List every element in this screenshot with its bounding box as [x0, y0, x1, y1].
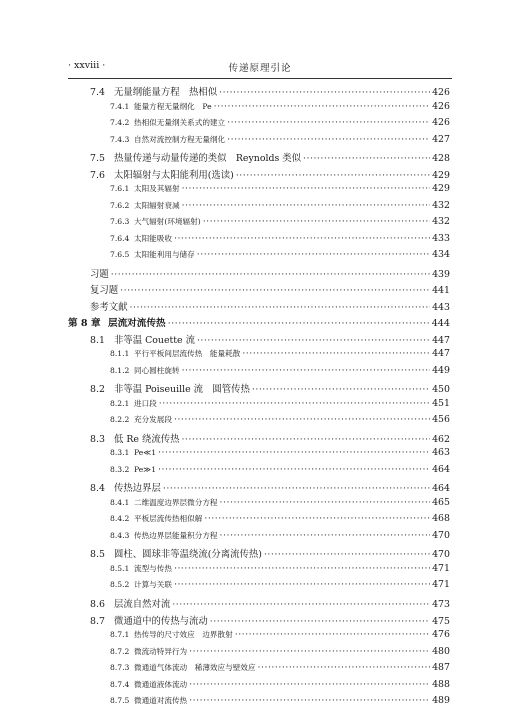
dot-leader	[264, 549, 430, 560]
toc-entry[interactable]	[68, 431, 450, 448]
toc-entry-title: 热量传递与动量传递的类似 Reynolds 类似	[114, 153, 302, 165]
dot-leader	[220, 530, 431, 541]
toc-entry-number: 8.6	[90, 598, 105, 610]
dot-leader	[182, 200, 431, 211]
toc-entry-number: 8.7	[90, 615, 105, 627]
toc-entry[interactable]	[68, 315, 450, 332]
dot-leader	[182, 183, 431, 194]
toc-entry-number: 8.1.1	[110, 349, 130, 359]
dot-leader	[236, 170, 430, 181]
toc-entry-title: 习题	[90, 268, 109, 280]
toc-entry-number: 7.4.1	[110, 101, 130, 111]
toc-entry-number: 8.1	[90, 334, 105, 346]
toc-entry-number: 7.4.3	[110, 134, 130, 144]
dot-leader	[227, 134, 430, 145]
toc-entry-number: 8.7.1	[110, 630, 130, 640]
dot-leader	[174, 414, 430, 425]
dot-leader	[172, 599, 430, 610]
toc-entry-title: 传热边界层能量积分方程	[134, 530, 218, 540]
toc-entry-title: 计算与关联	[134, 580, 172, 590]
toc-entry[interactable]	[68, 613, 450, 630]
dot-leader	[189, 646, 430, 657]
toc-entry[interactable]	[68, 381, 450, 398]
toc-entry[interactable]	[68, 464, 450, 481]
toc-entry-number: 8.2.1	[110, 398, 130, 408]
toc-entry-title: 复习题	[90, 285, 119, 297]
toc-entry-page: 464	[432, 463, 450, 475]
toc-entry[interactable]	[68, 480, 450, 497]
toc-entry-title: 热传导的尺寸效应 边界散射	[134, 630, 233, 640]
toc-entry-page: 471	[432, 562, 450, 574]
toc-entry-page: 443	[432, 301, 450, 313]
toc-entry-page: 463	[432, 447, 450, 459]
dot-leader	[163, 483, 430, 494]
toc-entry-page: 487	[432, 662, 450, 674]
dot-leader	[303, 153, 430, 164]
toc-entry[interactable]	[68, 299, 450, 316]
toc-entry-number: 8.1.2	[110, 365, 130, 375]
toc-entry[interactable]	[68, 679, 450, 696]
toc-entry-number: 8.4.1	[110, 497, 130, 507]
dot-leader	[181, 434, 430, 445]
toc-entry-title: 微通道气体流动 稀薄效应与壁效应	[134, 663, 256, 673]
toc-entry[interactable]	[68, 233, 450, 250]
toc-entry-page: 429	[432, 169, 450, 181]
toc-entry-page: 480	[432, 645, 450, 657]
toc-entry-title: 圆柱、圆球非等温绕流(分离流传热)	[114, 549, 262, 561]
dot-leader	[203, 216, 430, 227]
running-header	[68, 60, 452, 74]
toc-entry-title: 非等温 Poiseuille 流 圆管传热	[114, 384, 250, 396]
toc-entry[interactable]	[68, 695, 450, 712]
toc-entry-page: 450	[432, 384, 450, 396]
toc-entry-page: 475	[432, 615, 450, 627]
toc-entry-page: 426	[432, 100, 450, 112]
toc-entry[interactable]	[68, 134, 450, 151]
toc-entry[interactable]	[68, 646, 450, 663]
toc-entry-title: 自然对流控制方程无量纲化	[134, 134, 226, 144]
toc-entry[interactable]	[68, 84, 450, 101]
toc-entry-title: 进口段	[134, 398, 157, 408]
toc-entry-number: 8.7.3	[110, 663, 130, 673]
toc-entry[interactable]	[68, 348, 450, 365]
toc-entry-number: 7.6.4	[110, 233, 130, 243]
toc-entry-title: Pe≪1	[134, 448, 157, 458]
header-page-number: · xxviii ·	[68, 60, 106, 71]
toc-entry[interactable]	[68, 101, 450, 118]
toc-entry[interactable]	[68, 629, 450, 646]
toc-entry-number: 7.6.3	[110, 217, 130, 227]
toc-entry-title: 微通道对流传热	[134, 696, 188, 706]
toc-entry[interactable]	[68, 249, 450, 266]
toc-entry-title: 平行平板间层流传热 能量耗散	[134, 349, 241, 359]
toc-entry-page: 426	[432, 87, 450, 98]
toc-entry-number: 7.4	[90, 87, 105, 98]
dot-leader	[189, 695, 430, 706]
toc-entry-title: 大气辐射(环境辐射)	[134, 217, 201, 227]
toc-entry-title: 太阳辐射与太阳能利用(选读)	[114, 169, 234, 181]
toc-entry[interactable]	[68, 150, 450, 167]
toc-entry-page: 444	[431, 318, 450, 330]
dot-leader	[159, 398, 430, 409]
toc-entry-number: 8.3.1	[110, 448, 130, 458]
dot-leader	[174, 563, 430, 574]
toc-entry-page: 447	[432, 348, 450, 360]
toc-entry[interactable]	[68, 117, 450, 134]
toc-entry-page: 432	[432, 216, 450, 228]
toc-entry-title: 参考文献	[90, 301, 128, 313]
toc-entry-page: 441	[432, 285, 450, 297]
toc-entry[interactable]	[68, 266, 450, 283]
dot-leader	[235, 629, 430, 640]
toc-entry-number: 8.7.4	[110, 679, 130, 689]
toc-entry-page: 433	[432, 232, 450, 244]
toc-entry-number: 8.7.5	[110, 696, 130, 706]
toc-entry-title: 太阳及其辐射	[134, 184, 180, 194]
toc-entry-page: 434	[432, 249, 450, 261]
toc-entry-number: 7.6.5	[110, 250, 130, 260]
toc-entry-number: 8.4.3	[110, 530, 130, 540]
toc-entry-page: 488	[432, 678, 450, 690]
toc-entry-title: 低 Re 绕流传热	[114, 433, 180, 445]
table-of-contents	[68, 84, 450, 712]
toc-entry[interactable]	[68, 167, 450, 184]
toc-entry-page: 447	[432, 334, 450, 346]
toc-entry-number: 8.2.2	[110, 415, 130, 425]
dot-leader	[197, 335, 430, 346]
dot-leader	[258, 662, 431, 673]
toc-entry-number: 7.6	[90, 169, 105, 181]
toc-entry-number: 第 8 章	[68, 318, 101, 330]
toc-entry[interactable]	[68, 530, 450, 547]
toc-entry-title: 热相似无量纲关系式的建立	[134, 118, 226, 128]
toc-entry-page: 449	[432, 364, 450, 376]
toc-entry[interactable]	[68, 332, 450, 349]
toc-entry[interactable]	[68, 513, 450, 530]
toc-entry-title: 太阳能吸收	[134, 233, 172, 243]
toc-entry-number: 7.6.2	[110, 200, 130, 210]
toc-entry-page: 470	[432, 549, 450, 561]
toc-entry[interactable]	[68, 447, 450, 464]
toc-entry[interactable]	[68, 183, 450, 200]
toc-entry-page: 426	[432, 117, 450, 129]
dot-leader	[242, 348, 430, 359]
toc-entry-title: 无量纲能量方程 热相似	[114, 87, 218, 98]
toc-entry-page: 471	[432, 579, 450, 591]
dot-leader	[111, 269, 430, 280]
toc-entry-page: 470	[432, 529, 450, 541]
dot-leader	[174, 233, 430, 244]
toc-entry[interactable]	[68, 596, 450, 613]
toc-entry[interactable]	[68, 497, 450, 514]
toc-entry-number: 8.4.2	[110, 514, 130, 524]
toc-entry-number: 7.4.2	[110, 118, 130, 128]
dot-leader	[189, 679, 430, 690]
toc-entry-title: 太阳辐射衰减	[134, 200, 180, 210]
dot-leader	[204, 513, 430, 524]
toc-entry-title: 微通道液体流动	[134, 679, 188, 689]
dot-leader	[158, 447, 430, 458]
toc-entry-page: 429	[432, 183, 450, 195]
header-title: 传递原理引论	[228, 63, 292, 74]
toc-entry-page: 462	[432, 433, 450, 445]
toc-entry-title: 平板层流传热相似解	[134, 514, 203, 524]
toc-entry-number: 8.7.2	[110, 646, 130, 656]
toc-entry-page: 451	[432, 397, 450, 409]
toc-entry-number: 8.5.1	[110, 563, 130, 573]
dot-leader	[252, 384, 430, 395]
dot-leader	[219, 87, 430, 98]
toc-entry-page: 464	[432, 483, 450, 495]
toc-entry-page: 489	[432, 695, 450, 707]
toc-entry-number: 7.5	[90, 153, 105, 165]
dot-leader	[168, 318, 430, 329]
toc-entry-title: 能量方程无量纲化 Pe	[134, 101, 212, 111]
toc-entry-page: 468	[432, 513, 450, 525]
toc-entry-page: 476	[432, 629, 450, 641]
toc-entry[interactable]	[68, 365, 450, 382]
dot-leader	[182, 365, 431, 376]
toc-entry-title: 同心圆柱旋转	[134, 365, 180, 375]
toc-entry[interactable]	[68, 216, 450, 233]
toc-entry-page: 427	[432, 133, 450, 145]
toc-entry-title: 流型与传热	[134, 563, 172, 573]
dot-leader	[174, 579, 430, 590]
toc-entry-number: 8.3	[90, 433, 105, 445]
toc-entry-title: 层流对流传热	[108, 318, 166, 330]
toc-entry[interactable]	[68, 662, 450, 679]
toc-entry-number: 8.2	[90, 384, 105, 396]
toc-entry-number: 8.5.2	[110, 580, 130, 590]
toc-entry[interactable]	[68, 282, 450, 299]
dot-leader	[210, 616, 430, 627]
toc-entry-page: 428	[432, 153, 450, 165]
header-rule	[68, 78, 452, 79]
toc-entry-title: Pe≫1	[134, 464, 157, 474]
dot-leader	[158, 464, 430, 475]
toc-entry[interactable]	[68, 546, 450, 563]
toc-entry-title: 非等温 Couette 流	[114, 334, 195, 346]
toc-entry-title: 传热边界层	[114, 483, 161, 495]
toc-entry-number: 8.5	[90, 549, 105, 561]
dot-leader	[120, 285, 430, 296]
toc-entry-title: 太阳能利用与储存	[134, 250, 195, 260]
toc-entry[interactable]	[68, 414, 450, 431]
toc-entry[interactable]	[68, 563, 450, 580]
toc-entry-title: 充分发展段	[134, 415, 172, 425]
dot-leader	[130, 302, 431, 313]
toc-entry-number: 8.3.2	[110, 464, 130, 474]
toc-entry[interactable]	[68, 200, 450, 217]
toc-entry-title: 微通道中的传热与流动	[114, 615, 208, 627]
toc-entry-page: 432	[432, 199, 450, 211]
toc-entry-number: 8.4	[90, 483, 105, 495]
toc-entry-page: 439	[432, 268, 450, 280]
dot-leader	[197, 249, 430, 260]
toc-entry-title: 二维温度边界层微分方程	[134, 497, 218, 507]
dot-leader	[220, 497, 431, 508]
toc-entry-title: 微流动特异行为	[134, 646, 188, 656]
dot-leader	[214, 101, 430, 112]
toc-entry-number: 7.6.1	[110, 184, 130, 194]
toc-entry-page: 456	[432, 414, 450, 426]
toc-entry-page: 473	[432, 598, 450, 610]
toc-entry-page: 465	[432, 496, 450, 508]
toc-entry[interactable]	[68, 398, 450, 415]
dot-leader	[227, 117, 430, 128]
toc-entry-title: 层流自然对流	[114, 598, 171, 610]
toc-entry[interactable]	[68, 579, 450, 596]
